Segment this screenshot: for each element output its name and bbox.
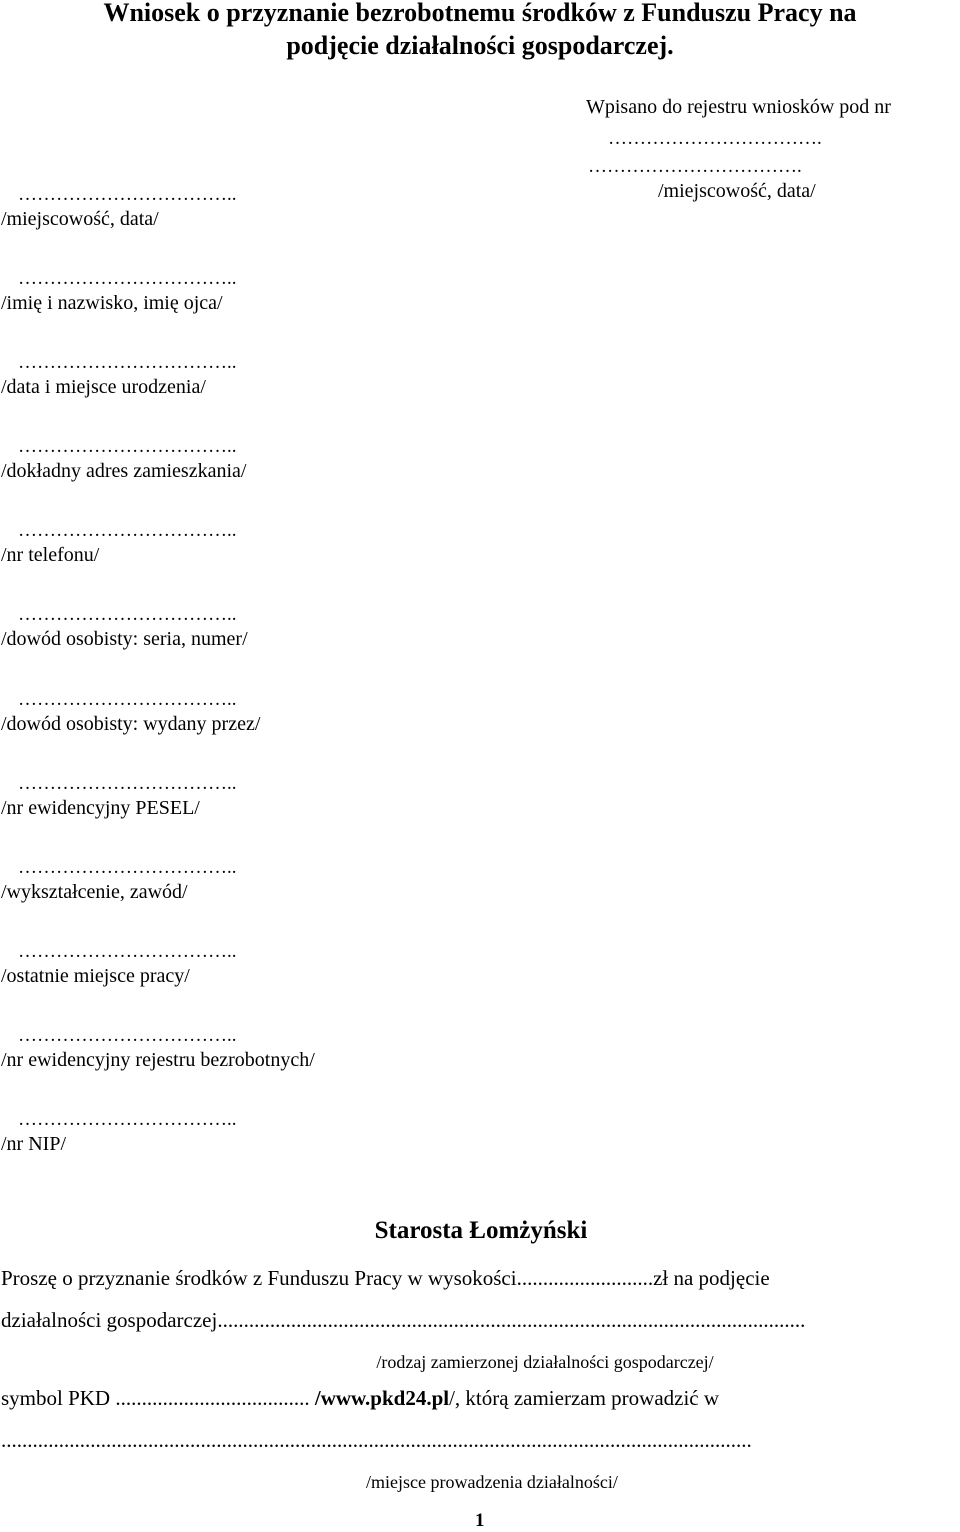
address-label: /dokładny adres zamieszkania/ bbox=[1, 460, 247, 482]
education-field[interactable]: …………………………….. bbox=[18, 857, 237, 878]
phone-label: /nr telefonu/ bbox=[1, 544, 100, 566]
request-line-2 bbox=[1, 1308, 959, 1333]
unemployed-register-label: /nr ewidencyjny rejestru bezrobotnych/ bbox=[1, 1049, 315, 1071]
request-text-b: zł na podjęcie bbox=[653, 1266, 770, 1290]
pkd-text: symbol PKD bbox=[1, 1386, 116, 1410]
title-line-2: podjęcie działalności gospodarczej. bbox=[286, 31, 674, 60]
pkd-field[interactable]: ..................................... bbox=[115, 1386, 310, 1410]
location-field[interactable]: ............................................................................................................................................... bbox=[1, 1428, 752, 1452]
id-issuer-field[interactable]: …………………………….. bbox=[18, 689, 237, 710]
business-type-field[interactable]: ................................................................................................................ bbox=[217, 1308, 806, 1332]
pesel-label: /nr ewidencyjny PESEL/ bbox=[1, 797, 200, 819]
registry-label: Wpisano do rejestru wniosków pod nr bbox=[586, 96, 891, 118]
pkd-text-b: /, którą zamierzam prowadzić w bbox=[449, 1386, 720, 1410]
request-text-a: Proszę o przyznanie środków z Funduszu Pracy w wysokości bbox=[1, 1266, 517, 1290]
location-field-line bbox=[1, 1428, 931, 1453]
document-title bbox=[0, 0, 960, 62]
education-label: /wykształcenie, zawód/ bbox=[1, 881, 188, 903]
address-field[interactable]: …………………………….. bbox=[18, 436, 237, 457]
location-caption: /miejsce prowadzenia działalności/ bbox=[366, 1472, 618, 1492]
registry-place-date-label: /miejscowość, data/ bbox=[658, 180, 816, 202]
name-field[interactable]: …………………………….. bbox=[18, 268, 237, 289]
name-label: /imię i nazwisko, imię ojca/ bbox=[1, 292, 223, 314]
applicant-place-date-label: /miejscowość, data/ bbox=[1, 208, 159, 230]
request-line-1 bbox=[1, 1266, 959, 1291]
request-text-c: działalności gospodarczej bbox=[1, 1308, 218, 1332]
addressee bbox=[0, 1217, 960, 1245]
pesel-field[interactable]: …………………………….. bbox=[18, 773, 237, 794]
birth-label: /data i miejsce urodzenia/ bbox=[1, 376, 206, 398]
addressee-text: Starosta Łomżyński bbox=[374, 1217, 588, 1244]
id-number-field[interactable]: …………………………….. bbox=[18, 604, 237, 625]
nip-field[interactable]: …………………………….. bbox=[18, 1109, 237, 1130]
birth-field[interactable]: …………………………….. bbox=[18, 352, 237, 373]
last-job-label: /ostatnie miejsce pracy/ bbox=[1, 965, 190, 987]
id-number-label: /dowód osobisty: seria, numer/ bbox=[1, 628, 248, 650]
nip-label: /nr NIP/ bbox=[1, 1133, 66, 1155]
pkd-website: /www.pkd24.pl bbox=[309, 1386, 450, 1410]
title-line-1: Wniosek o przyznanie bezrobotnemu środków z Funduszu Pracy na bbox=[103, 0, 857, 27]
business-type-caption: /rodzaj zamierzonej działalności gospodarczej/ bbox=[376, 1352, 714, 1372]
registry-place-date-field[interactable]: ……………………………. bbox=[588, 156, 802, 177]
pkd-line bbox=[1, 1386, 719, 1411]
business-type-caption-wrap bbox=[0, 1352, 960, 1373]
page-number: 1 bbox=[475, 1510, 485, 1531]
registry-number-field[interactable]: ……………………………. bbox=[608, 128, 822, 149]
last-job-field[interactable]: …………………………….. bbox=[18, 941, 237, 962]
applicant-place-date-field[interactable]: …………………………….. bbox=[18, 184, 237, 205]
phone-field[interactable]: …………………………….. bbox=[18, 520, 237, 541]
amount-field[interactable]: .......................... bbox=[516, 1266, 654, 1290]
id-issuer-label: /dowód osobisty: wydany przez/ bbox=[1, 713, 261, 735]
unemployed-register-field[interactable]: …………………………….. bbox=[18, 1025, 237, 1046]
